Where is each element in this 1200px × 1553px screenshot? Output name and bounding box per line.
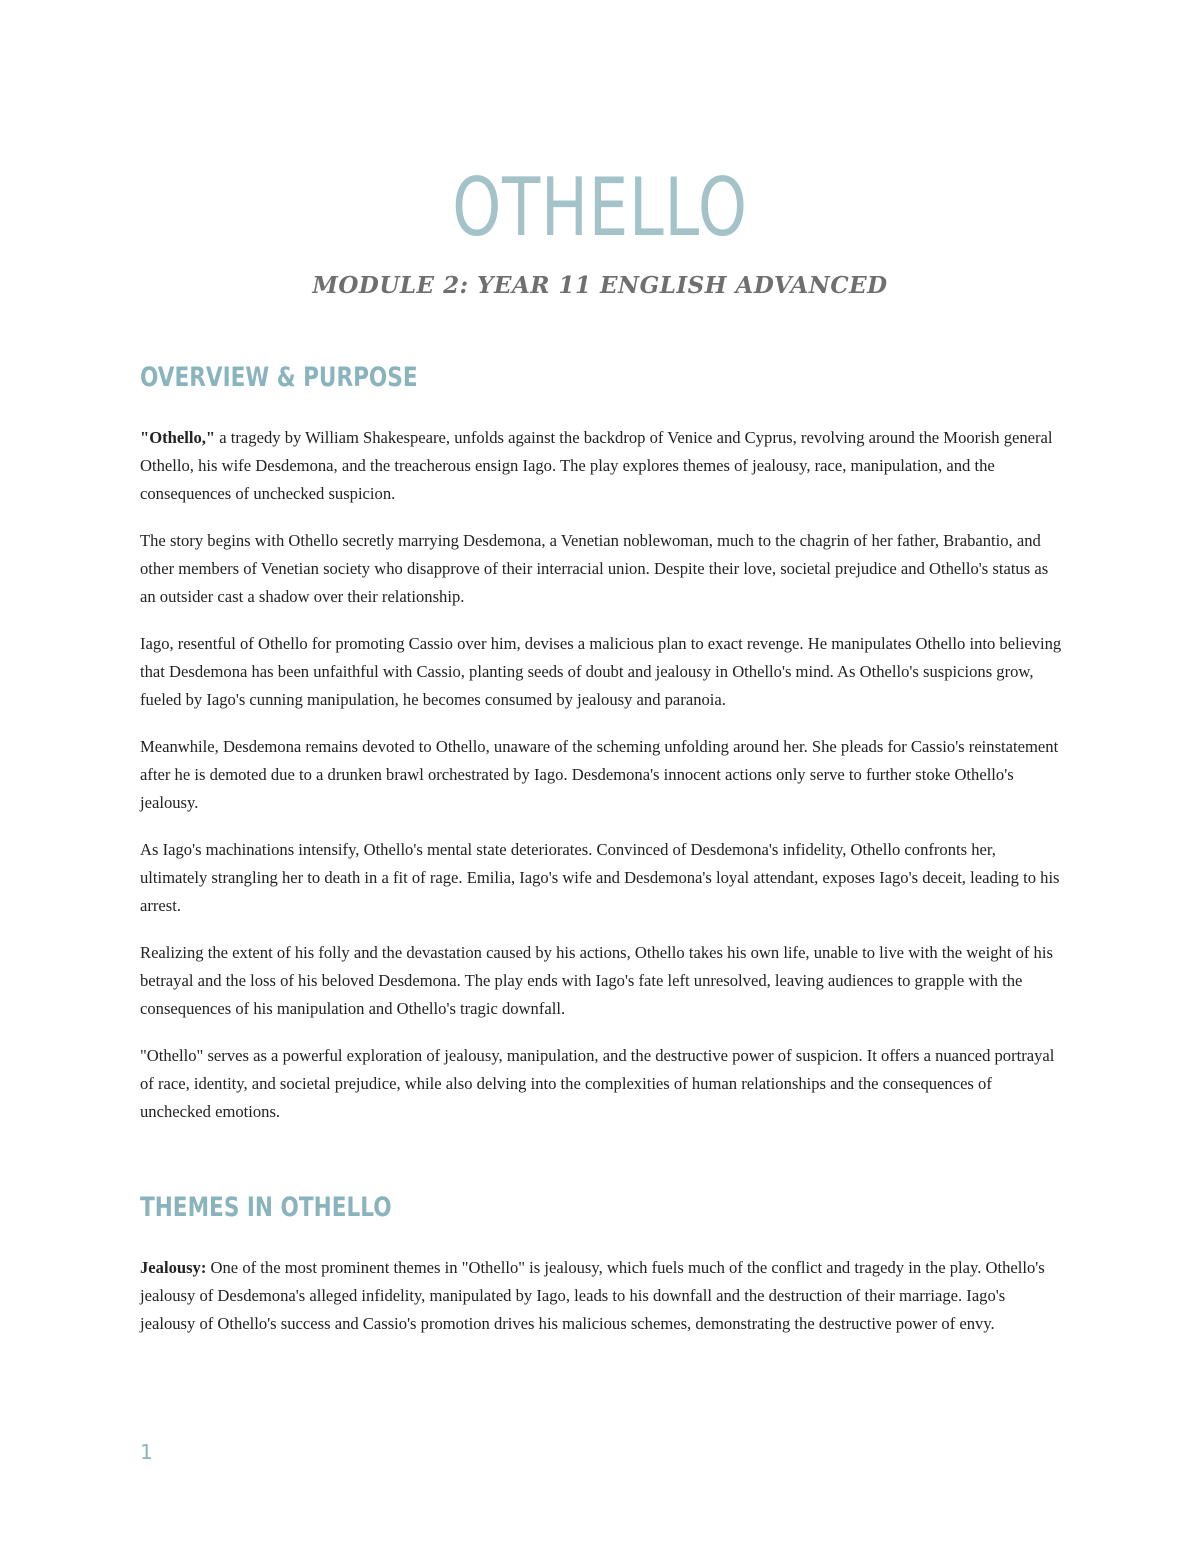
- paragraph-folly: Realizing the extent of his folly and the devastation caused by his actions, Othello takes his own life, unable to live with the weight of his betrayal and the loss of his beloved Desdemona. The play ends with Iago's fate left unresolved, leaving audiences to grapple with the consequences of his manipulation and Othello's tragic downfall.: [140, 943, 1053, 1018]
- document-subtitle: MODULE 2: YEAR 11 ENGLISH ADVANCED: [312, 272, 888, 299]
- document-title: OTHELLO: [452, 161, 748, 254]
- paragraph-text: a tragedy by William Shakespeare, unfolds against the backdrop of Venice and Cyprus, revolving around the Moorish general Othello, his wife Desdemona, and the treacherous ensign Iago. The play explores themes of jealousy, race, manipulation, and the consequences of unchecked suspicion.: [140, 428, 1053, 503]
- section-heading-themes: THEMES IN OTHELLO: [140, 1192, 392, 1223]
- theme-jealousy-label: Jealousy:: [140, 1258, 207, 1277]
- themes-section-body: [140, 1254, 1062, 1357]
- paragraph-iago-plan: Iago, resentful of Othello for promoting Cassio over him, devises a malicious plan to exact revenge. He manipulates Othello into believing that Desdemona has been unfaithful with Cassio, planting seeds of doubt and jealousy in Othello's mind. As Othello's suspicions grow, fueled by Iago's cunning manipulation, he becomes consumed by jealousy and paranoia.: [140, 634, 1062, 709]
- paragraph-machinations: As Iago's machinations intensify, Othello's mental state deteriorates. Convinced of Desdemona's infidelity, Othello confronts her, ultimately strangling her to death in a fit of rage. Emilia, Iago's wife and Desdemona's loyal attendant, exposes Iago's deceit, leading to his arrest.: [140, 840, 1060, 915]
- paragraph-lead-bold: "Othello,": [140, 428, 216, 447]
- paragraph-desdemona: Meanwhile, Desdemona remains devoted to Othello, unaware of the scheming unfolding around her. She pleads for Cassio's reinstatement after he is demoted due to a drunken brawl orchestrated by Iago. Desdemona's innocent actions only serve to further stoke Othello's jealousy.: [140, 737, 1059, 812]
- page-number: 1: [140, 1440, 153, 1464]
- overview-section-body: [140, 424, 1062, 1145]
- paragraph-intro: [140, 424, 1062, 508]
- section-heading-overview: OVERVIEW & PURPOSE: [140, 362, 418, 393]
- paragraph-story-begins: The story begins with Othello secretly marrying Desdemona, a Venetian noblewoman, much to the chagrin of her father, Brabantio, and other members of Venetian society who disapprove of their interracial union. Despite their love, societal prejudice and Othello's status as an outsider cast a shadow over their relationship.: [140, 531, 1049, 606]
- theme-jealousy-text: One of the most prominent themes in "Othello" is jealousy, which fuels much of the conflict and tragedy in the play. Othello's jealousy of Desdemona's alleged infidelity, manipulated by Iago, leads to his downfall and the destruction of their marriage. Iago's jealousy of Othello's success and Cassio's promotion drives his malicious schemes, demonstrating the destructive power of envy.: [140, 1258, 1045, 1333]
- theme-jealousy-paragraph: [140, 1254, 1062, 1338]
- paragraph-conclusion: "Othello" serves as a powerful exploration of jealousy, manipulation, and the destructive power of suspicion. It offers a nuanced portrayal of race, identity, and societal prejudice, while also delving into the complexities of human relationships and the consequences of unchecked emotions.: [140, 1046, 1055, 1121]
